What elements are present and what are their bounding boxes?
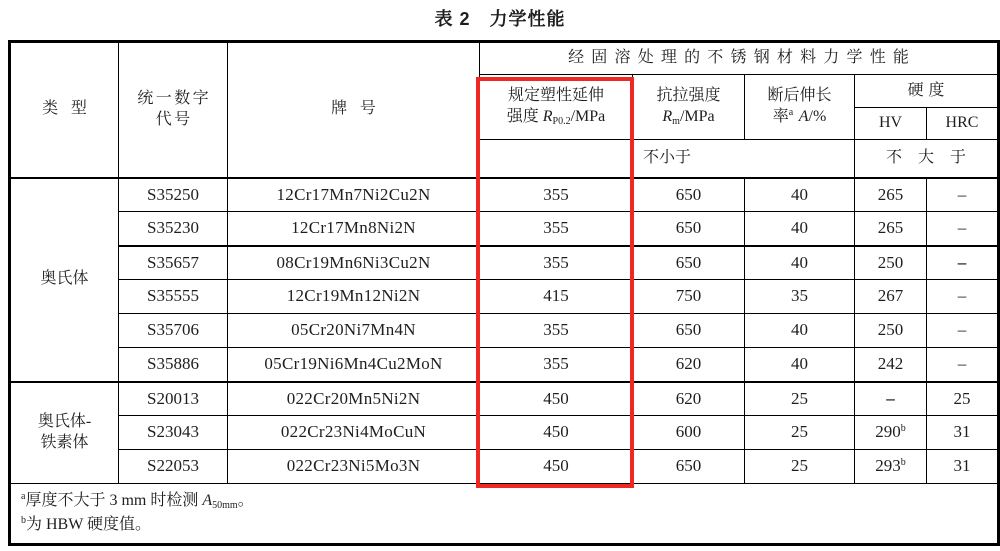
cell-elongation: 40: [745, 314, 855, 348]
group-label-austenite: 奥氏体: [10, 178, 119, 382]
cell-elongation: 25: [745, 382, 855, 416]
header-grade: 牌号: [228, 42, 480, 178]
header-not-greater-than: 不大于: [855, 140, 999, 178]
cell-grade: 05Cr20Ni7Mn4N: [228, 314, 480, 348]
header-elongation-line1: 断后伸长: [767, 87, 832, 105]
rm-subscript: m: [672, 116, 680, 127]
footnote-a: $^a$厚度不大于 3 mm 时检测 $A_{50mm}$。: [21, 491, 254, 511]
cell-hrc: –: [927, 212, 999, 246]
cell-hv: 293$^b$: [855, 450, 927, 484]
table-row: [10, 314, 999, 348]
rp-symbol: R: [542, 108, 553, 125]
footnotes-cell: [10, 484, 999, 545]
table-row: [10, 348, 999, 382]
elongation-footnote-sup: a: [788, 107, 794, 118]
cell-grade: 05Cr19Ni6Mn4Cu2MoN: [228, 348, 480, 382]
cell-hrc: 25: [927, 382, 999, 416]
table-row: [10, 178, 999, 212]
cell-rp: 415: [480, 280, 633, 314]
table-title: 表 2 力学性能: [434, 9, 566, 29]
cell-hrc: –: [927, 178, 999, 212]
header-proof-strength-line2: 强度 $R_{P0.2}$/MPa: [506, 108, 606, 127]
header-unified-code-line1: 统一数字: [137, 89, 211, 107]
cell-rm: 620: [633, 348, 745, 382]
cell-elongation: 25: [745, 450, 855, 484]
cell-grade: 022Cr20Mn5Ni2N: [228, 382, 480, 416]
footnote-b: $^b$为 HBW 硬度值。: [21, 515, 152, 533]
cell-hrc: 31: [927, 450, 999, 484]
cell-code: S35230: [119, 212, 228, 246]
table-row: [10, 416, 999, 450]
cell-code: S35657: [119, 246, 228, 280]
cell-rm: 650: [633, 314, 745, 348]
table-row: [10, 246, 999, 280]
elongation-symbol: A: [798, 108, 809, 125]
cell-rp: 450: [480, 450, 633, 484]
cell-elongation: 40: [745, 212, 855, 246]
footnote-row: [10, 484, 999, 545]
header-type: 类型: [10, 42, 119, 178]
cell-hrc: –: [927, 314, 999, 348]
table-row: [10, 280, 999, 314]
cell-elongation: 40: [745, 178, 855, 212]
table-row: [10, 382, 999, 416]
header-elongation: [745, 75, 855, 140]
footnote-b-marker: b: [21, 515, 26, 526]
cell-grade: 12Cr17Mn8Ni2N: [228, 212, 480, 246]
table-row: [10, 212, 999, 246]
header-tensile-strength-line1: 抗拉强度: [656, 87, 721, 105]
cell-rm: 620: [633, 382, 745, 416]
table-row: [10, 450, 999, 484]
cell-code: S23043: [119, 416, 228, 450]
cell-grade: 08Cr19Mn6Ni3Cu2N: [228, 246, 480, 280]
header-hrc: HRC: [927, 108, 999, 140]
cell-rp: 355: [480, 348, 633, 382]
cell-rm: 600: [633, 416, 745, 450]
header-tensile-strength: [633, 75, 745, 140]
mechanical-properties-table: [8, 40, 1000, 546]
footnote-a-subscript: 50mm: [212, 500, 238, 511]
header-proof-strength-line1: 规定塑性延伸: [507, 87, 604, 105]
cell-rm: 650: [633, 212, 745, 246]
cell-code: S20013: [119, 382, 228, 416]
cell-hv: 265: [855, 178, 927, 212]
cell-rp: 355: [480, 212, 633, 246]
cell-rp: 355: [480, 178, 633, 212]
cell-hv: 265: [855, 212, 927, 246]
cell-grade: 022Cr23Ni5Mo3N: [228, 450, 480, 484]
cell-rp: 355: [480, 246, 633, 280]
cell-hrc: –: [927, 280, 999, 314]
cell-code: S35886: [119, 348, 228, 382]
header-proof-strength: [480, 75, 633, 140]
cell-hv: 290$^b$: [855, 416, 927, 450]
header-unified-code: [119, 42, 228, 178]
cell-hrc: 31: [927, 416, 999, 450]
footnote-a-symbol: A: [202, 492, 213, 509]
cell-rm: 750: [633, 280, 745, 314]
cell-rm: 650: [633, 450, 745, 484]
cell-hrc: –: [927, 246, 999, 280]
rp-subscript: P0.2: [552, 116, 571, 127]
cell-code: S35555: [119, 280, 228, 314]
cell-grade: 12Cr19Mn12Ni2N: [228, 280, 480, 314]
cell-rp: 355: [480, 314, 633, 348]
cell-grade: 12Cr17Mn7Ni2Cu2N: [228, 178, 480, 212]
cell-elongation: 35: [745, 280, 855, 314]
cell-elongation: 25: [745, 416, 855, 450]
cell-hv: 242: [855, 348, 927, 382]
header-group-title: 经固溶处理的不锈钢材料力学性能: [480, 42, 999, 75]
cell-hv: –: [855, 382, 927, 416]
footnote-a-marker: a: [21, 491, 26, 502]
cell-rp: 450: [480, 416, 633, 450]
cell-hv: 250: [855, 314, 927, 348]
cell-rm: 650: [633, 246, 745, 280]
cell-elongation: 40: [745, 246, 855, 280]
cell-hv: 267: [855, 280, 927, 314]
cell-grade: 022Cr23Ni4MoCuN: [228, 416, 480, 450]
header-hardness: 硬度: [855, 75, 999, 108]
header-not-less-than: 不小于: [480, 140, 855, 178]
cell-elongation: 40: [745, 348, 855, 382]
cell-code: S22053: [119, 450, 228, 484]
cell-hv: 250: [855, 246, 927, 280]
header-elongation-line2: 率$^a$ A/%: [772, 107, 827, 125]
rm-symbol: R: [662, 108, 673, 125]
group-label-austenite-ferrite: 奥氏体- 铁素体: [10, 382, 119, 484]
header-tensile-strength-line2: $R_m$/MPa: [662, 108, 715, 127]
cell-hrc: –: [927, 348, 999, 382]
cell-rm: 650: [633, 178, 745, 212]
cell-code: S35250: [119, 178, 228, 212]
header-hv: HV: [855, 108, 927, 140]
header-unified-code-line2: 代号: [155, 110, 193, 128]
cell-code: S35706: [119, 314, 228, 348]
cell-rp: 450: [480, 382, 633, 416]
